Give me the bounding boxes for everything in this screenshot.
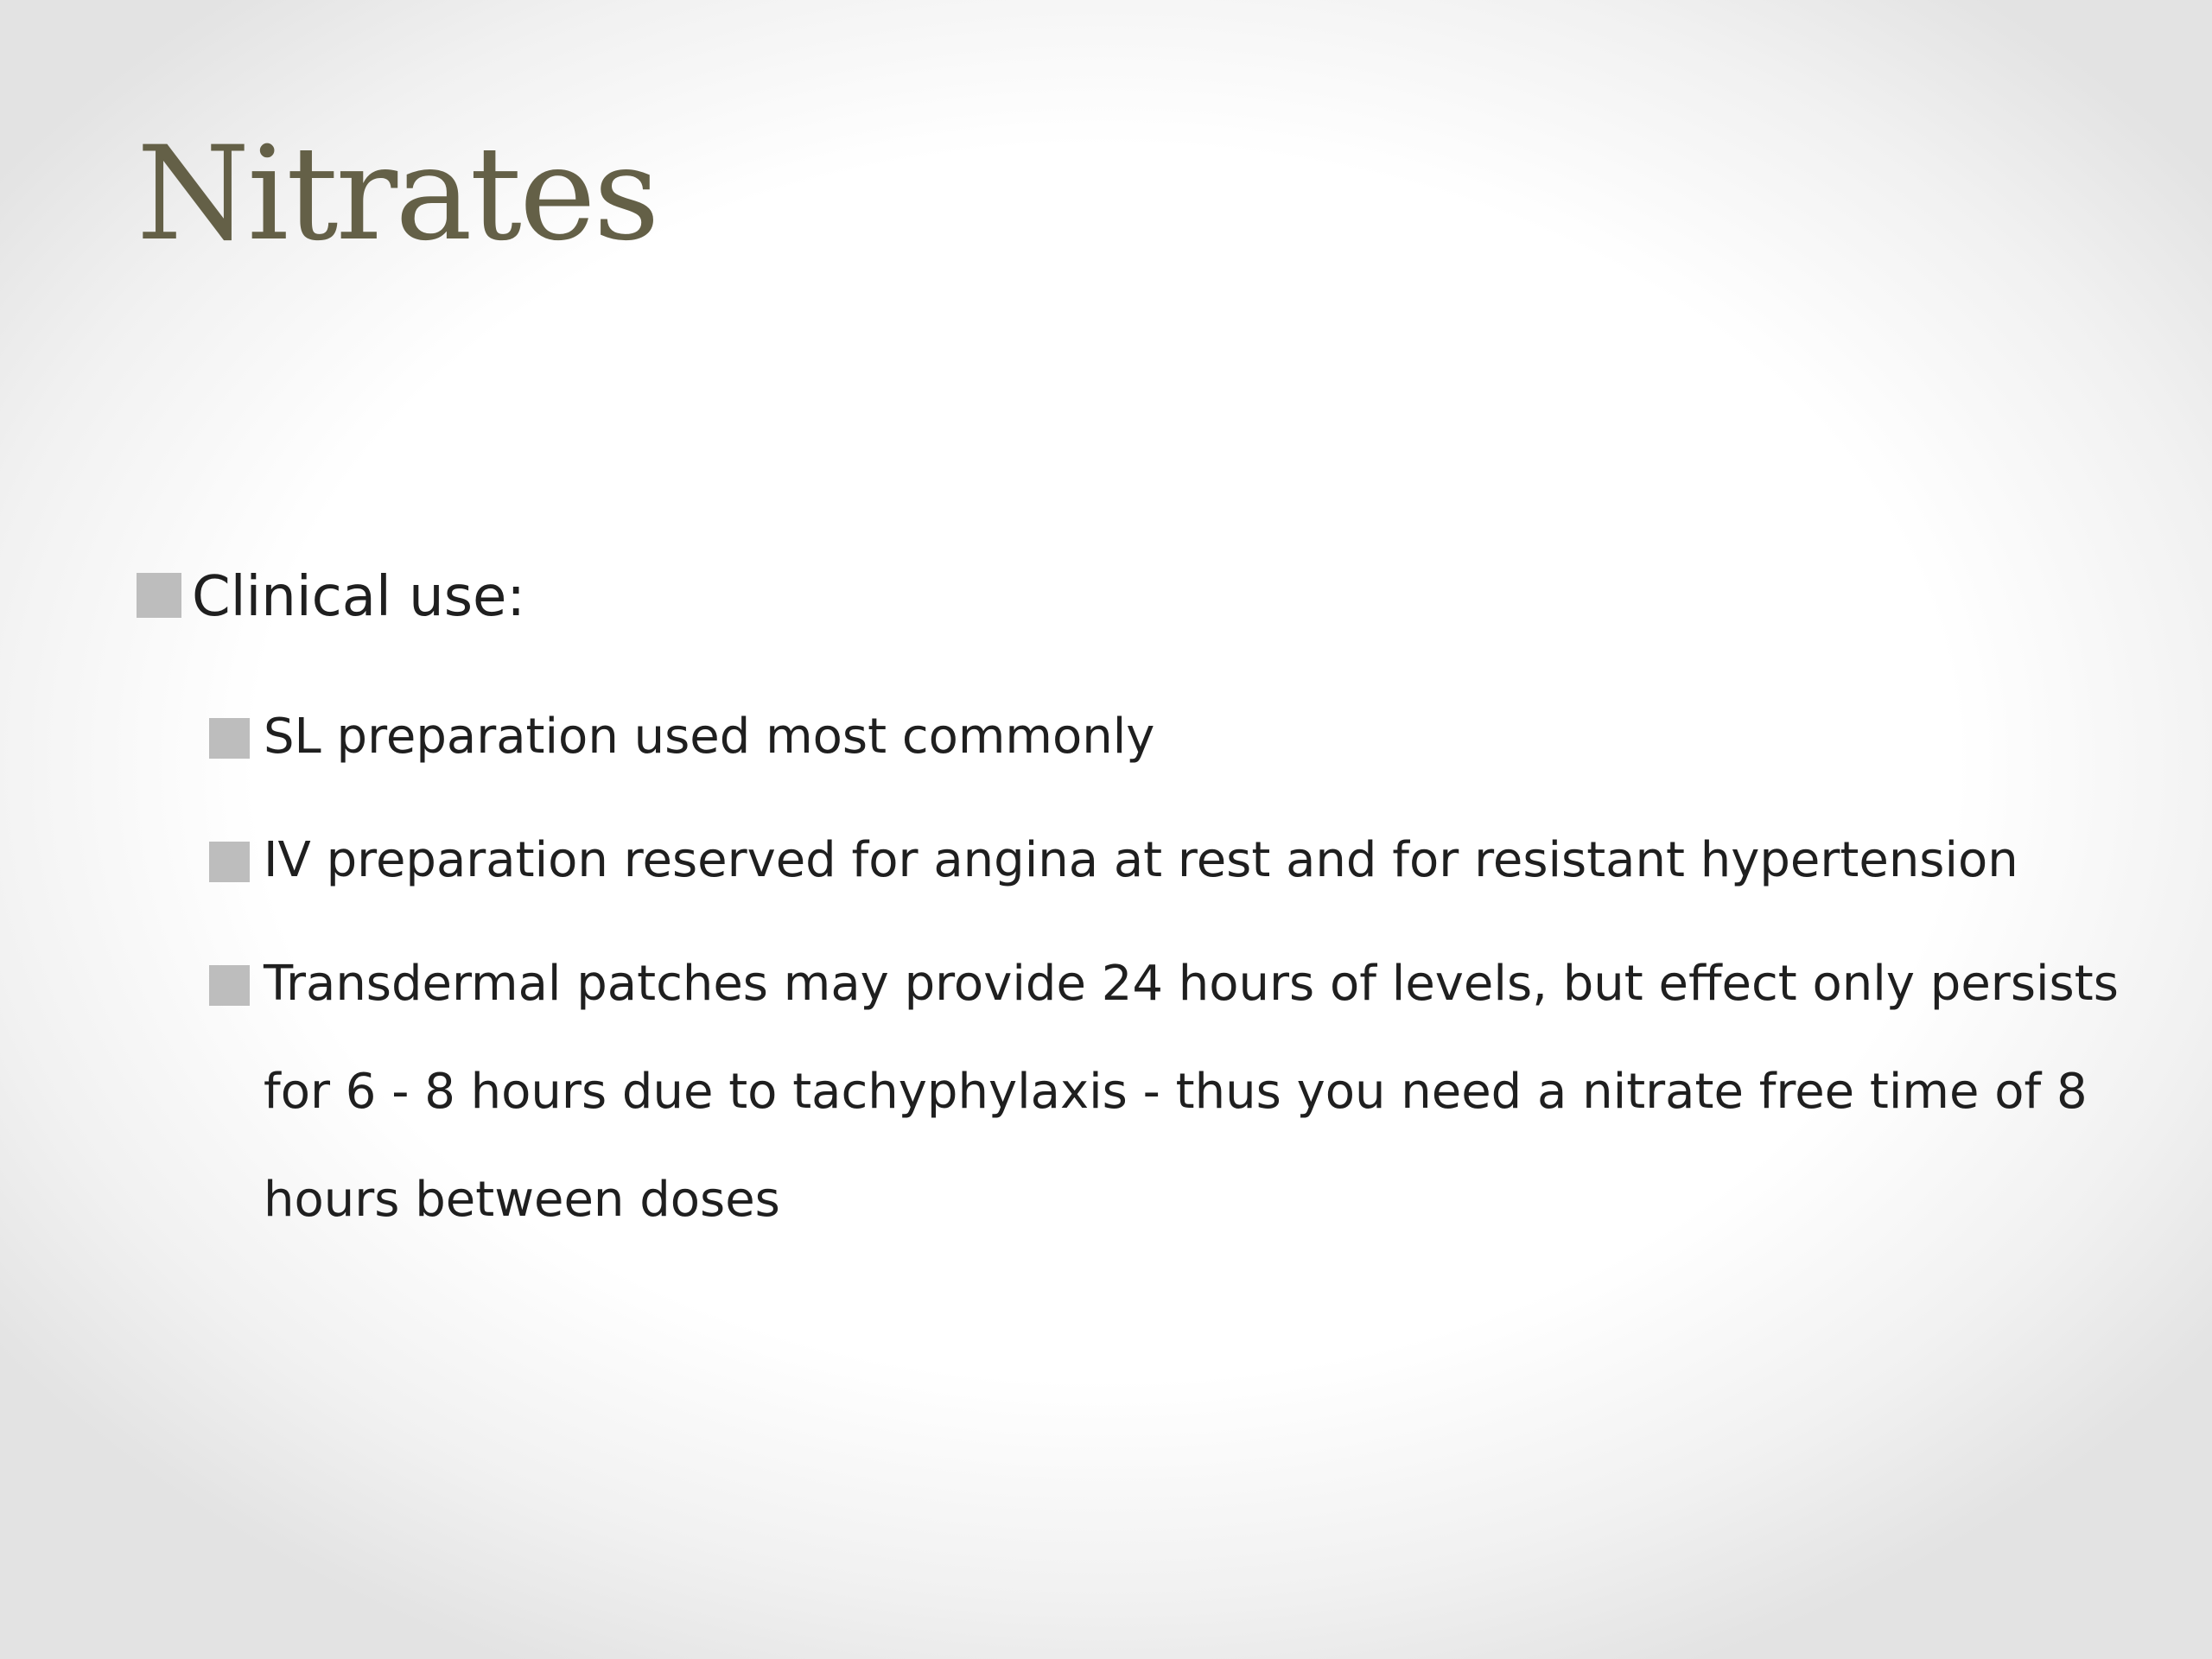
bullet-item [137, 562, 2098, 632]
sub-bullet-item [209, 683, 2119, 791]
square-bullet-icon [209, 718, 250, 759]
sub-bullet-text: IV preparation reserved for angina at rest and for resistant hypertension [264, 832, 2018, 888]
sub-bullet-text: SL preparation used most commonly [264, 709, 1155, 765]
square-bullet-icon [137, 573, 181, 618]
sub-bullet-container [137, 683, 2119, 1254]
sub-bullet-item [209, 930, 2119, 1254]
bullet-text: Clinical use: [192, 565, 525, 629]
bullet-list [137, 562, 2119, 1254]
sub-bullet-item [209, 806, 2119, 914]
sub-bullet-list [209, 683, 2119, 1254]
slide-title: Nitrates [137, 119, 658, 270]
square-bullet-icon [209, 842, 250, 882]
square-bullet-icon [209, 965, 250, 1006]
sub-bullet-text: Transdermal patches may provide 24 hours of levels, but effect only persists for 6 - 8 hours due to tachyphylaxis - thus you need a nitrate free time of 8 hours between doses [264, 956, 2119, 1228]
